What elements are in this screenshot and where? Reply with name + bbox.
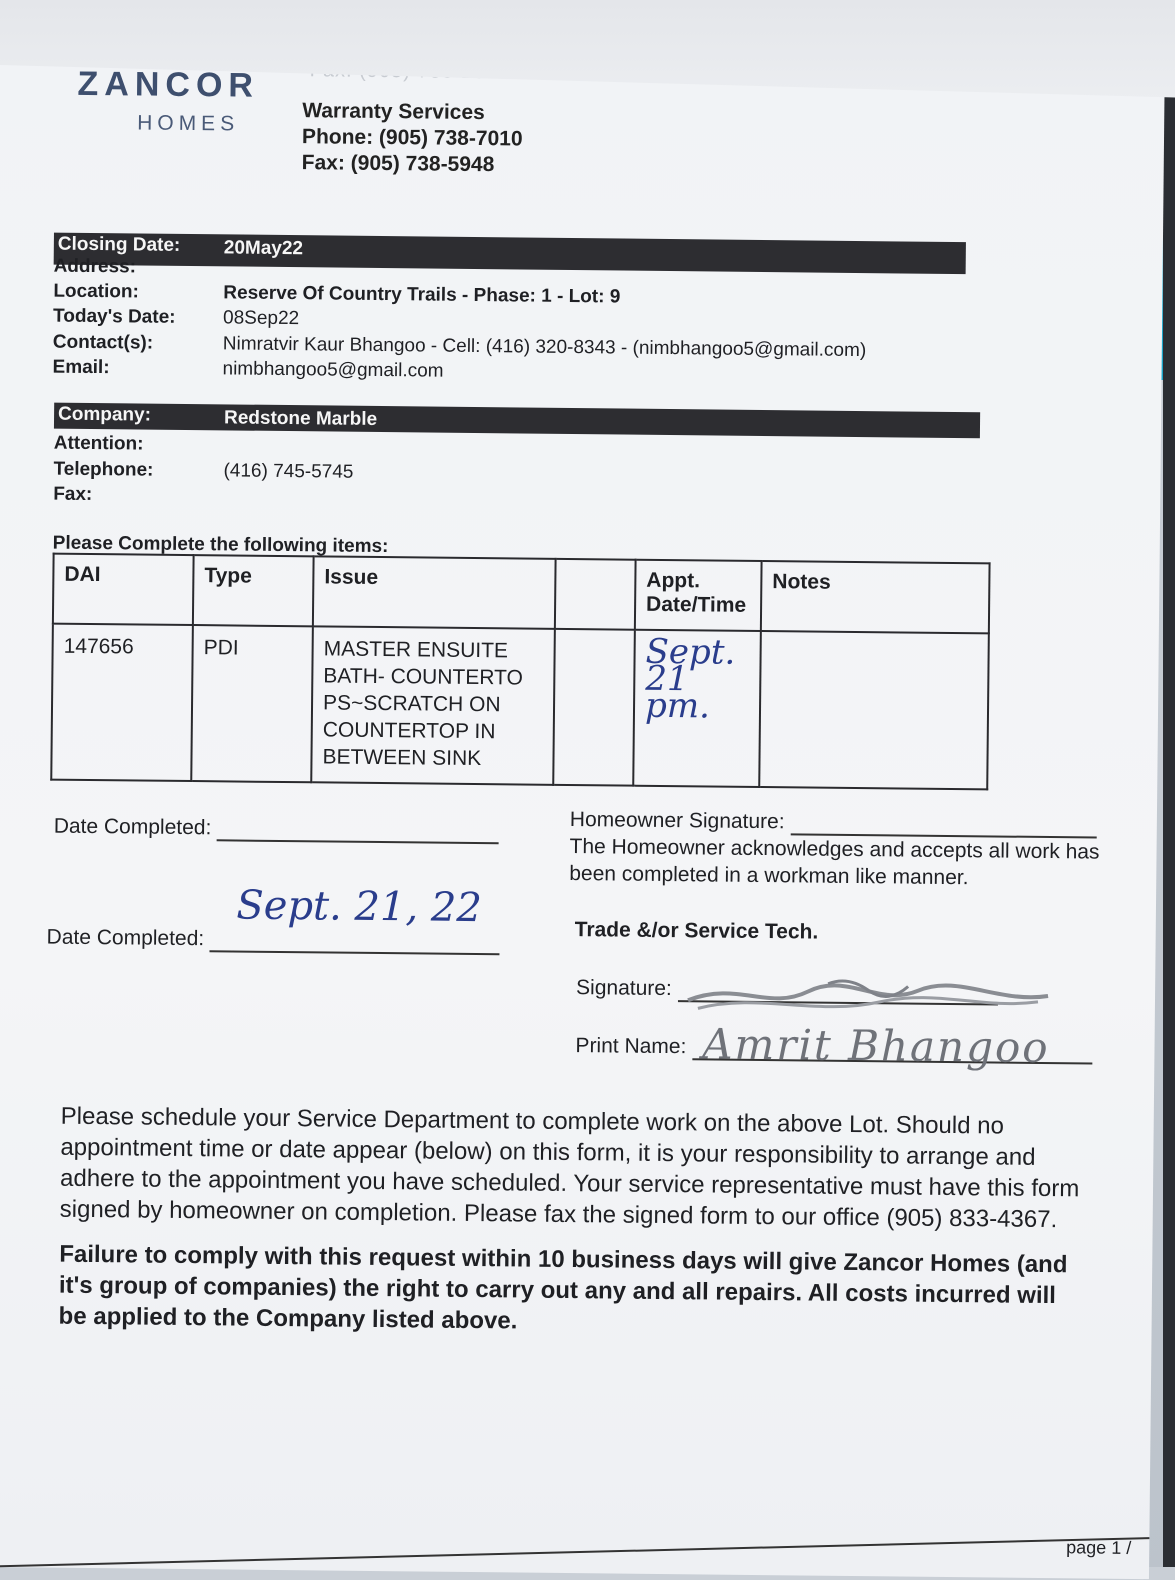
company-logo-subtitle: HOMES [137,111,240,136]
homeowner-signature-label: Homeowner Signature: [569,808,785,834]
tech-signature-label: Signature: [575,976,672,1001]
items-title: Please Complete the following items: [52,532,389,558]
header-issue: Issue [313,556,556,629]
footer-rule [0,1537,1149,1567]
date-completed-line-1 [217,839,499,844]
items-header-row [53,554,990,634]
date-completed-handwritten: Sept. 21, 22 [236,882,483,932]
location-label: Location: [53,280,139,303]
contact-value: Nimratvir Kaur Bhangoo - Cell: (416) 320-8343 - (nimbhangoo5@gmail.com) [222,333,867,362]
closing-date-bar [54,233,966,275]
date-completed-label-2: Date Completed: [46,925,205,951]
closing-date-value: 20May22 [223,237,304,260]
warning-paragraph: Failure to comply with this request within 10 business days will give Zancor Homes (and it's group of companies) the right to carry out any and all repairs. All costs incurred will be applied to the Company listed above. [58,1240,1068,1335]
company-fax-label: Fax: [53,483,93,505]
table-row [51,624,989,790]
instructions-paragraph: Please schedule your Service Department to complete work on the above Lot. Should no appointment time or date appear (below) on this form, it is your responsibility to arrange and adhere to the appointment you have scheduled. Your service representative must have this form signed by homeowner on completion. Please fax the signed form to our office (905) 833-4367. [59,1102,1080,1234]
closing-date-label: Closing Date: [57,233,181,256]
company-logo-wordmark: ZANCOR [77,64,260,105]
today-date-value: 08Sep22 [222,307,300,330]
date-completed-line-2 [210,882,500,955]
header-fax: Fax: (905) 738-5948 [301,151,495,177]
print-name-label: Print Name: [575,1034,687,1059]
tech-signature-line [678,1000,998,1005]
cell-type: PDI [191,625,313,782]
homeowner-acknowledgement: The Homeowner acknowledges and accepts all work has been completed in a workman like manner. [569,835,1100,890]
background-edge [1163,0,1175,1567]
print-name-line [692,1019,1092,1073]
tech-signature-field [576,974,998,1005]
header-blank [555,559,636,630]
date-completed-field-2 [46,882,500,956]
warranty-form-page [0,40,1165,1579]
date-completed-label-1: Date Completed: [53,814,212,840]
homeowner-signature-block [569,806,1110,893]
header-appt: Appt. Date/Time [635,560,762,631]
header-dai: DAI [53,554,194,625]
cell-dai: 147656 [51,624,193,781]
items-table [50,553,990,791]
address-label: Address: [53,255,137,278]
attention-label: Attention: [53,432,144,455]
cell-blank [553,629,635,786]
header-contact-block [302,98,523,178]
company-value: Redstone Marble [223,407,378,430]
email-label: Email: [52,356,110,379]
telephone-label: Telephone: [53,458,154,481]
company-bar [54,403,980,439]
email-value: nimbhangoo5@gmail.com [222,358,444,382]
print-name-handwritten: Amrit Bhangoo [701,1019,1050,1073]
header-type: Type [193,555,314,626]
trade-tech-label: Trade &/or Service Tech. [574,918,819,944]
handwritten-signature-scribble [677,970,1058,1024]
header-title: Warranty Services [302,99,485,125]
date-completed-field-1 [54,813,500,845]
header-phone: Phone: (905) 738-7010 [301,125,523,151]
location-value: Reserve Of Country Trails - Phase: 1 - Lot: 9 [223,282,621,308]
company-label: Company: [57,403,152,426]
telephone-value: (416) 745-5745 [223,460,354,483]
print-name-field [575,1019,1092,1073]
page-number: page 1 / [1066,1537,1132,1558]
cell-issue: MASTER ENSUITE BATH- COUNTERTO PS~SCRATCH ON COUNTERTOP IN BETWEEN SINK [311,626,555,785]
contact-label: Contact(s): [52,331,154,354]
cell-appt-handwritten: Sept. 21 pm. [633,630,761,787]
today-date-label: Today's Date: [53,305,176,328]
header-notes: Notes [761,561,990,633]
cell-notes [759,631,989,789]
